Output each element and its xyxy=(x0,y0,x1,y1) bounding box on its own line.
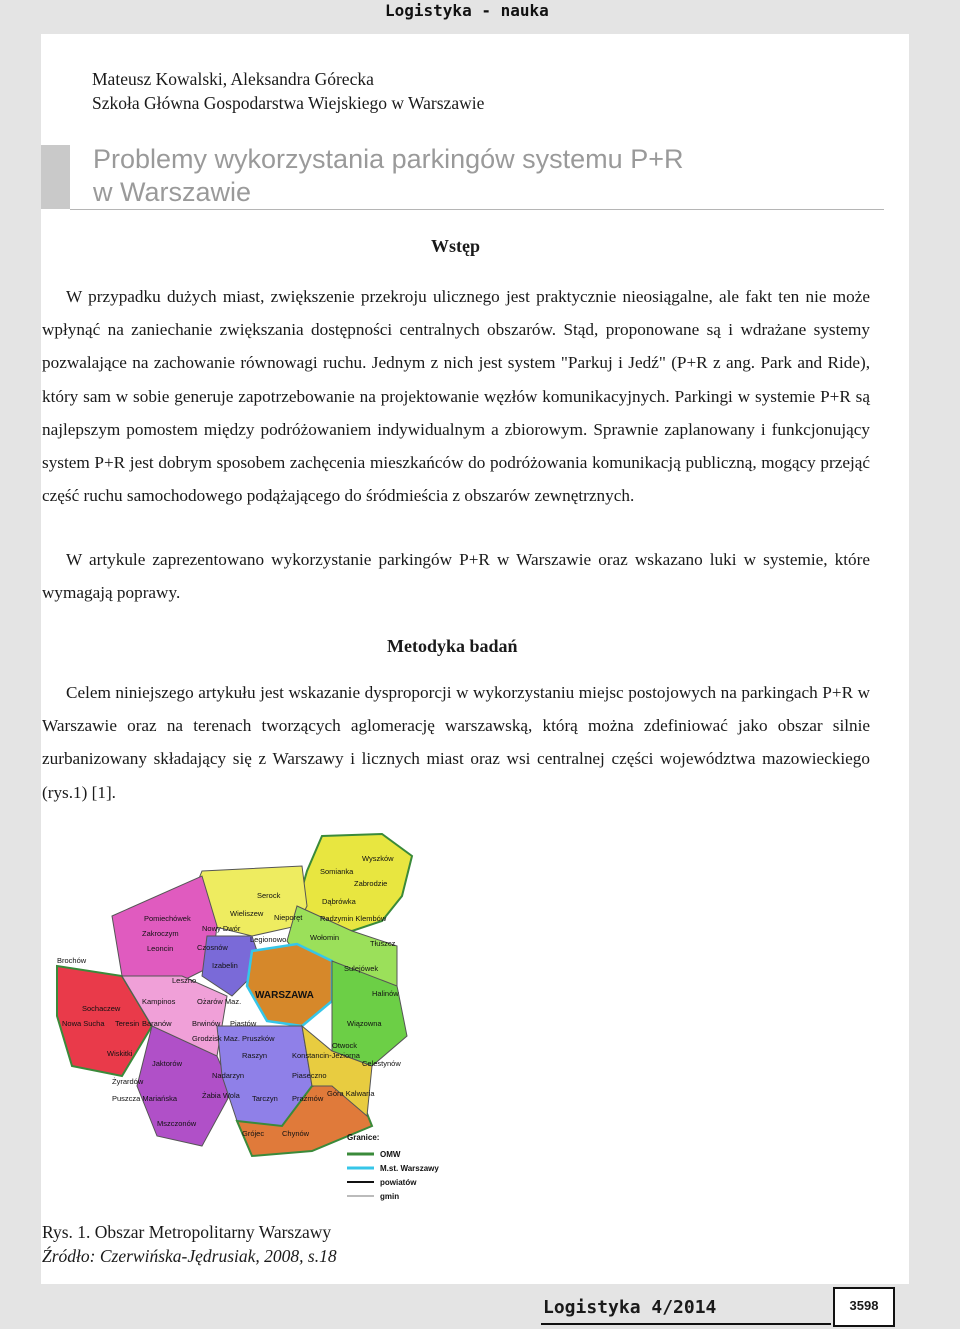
map-label-gora-kalwaria: Góra Kalwaria xyxy=(327,1089,375,1098)
map-label-halinow: Halinów xyxy=(372,989,399,998)
map-label-mszczonow: Mszczonów xyxy=(157,1119,197,1128)
figure-source: Źródło: Czerwińska-Jędrusiak, 2008, s.18 xyxy=(42,1246,337,1266)
title-line-2: w Warszawie xyxy=(93,177,252,207)
title-rule xyxy=(70,209,884,210)
article-title xyxy=(93,143,683,209)
map-label-prazmow: Prażmów xyxy=(292,1094,324,1103)
map-label-serock: Serock xyxy=(257,891,281,900)
map-label-wiazowna: Wiązowna xyxy=(347,1019,382,1028)
map-label-pruszkow: Pruszków xyxy=(242,1034,275,1043)
map-label-celestynow: Celestynów xyxy=(362,1059,401,1068)
map-label-wiskitki: Wiskitki xyxy=(107,1049,133,1058)
map-label-teresin: Teresin xyxy=(115,1019,140,1028)
map-label-brwinow: Brwinów xyxy=(192,1019,221,1028)
map-label-radzymin: Radzymin Klembów xyxy=(320,914,387,923)
map-region-warsaw xyxy=(247,944,332,1026)
legend-label-powiaty: powiatów xyxy=(380,1178,417,1187)
title-line-1: Problemy wykorzystania parkingów systemu P+R xyxy=(93,144,684,174)
map-label-sochaczew: Sochaczew xyxy=(82,1004,121,1013)
map-legend xyxy=(347,1133,439,1201)
map-label-nadarzyn: Nadarzyn xyxy=(212,1071,245,1080)
map-label-leoncin: Leoncin xyxy=(147,944,174,953)
figure-caption-block xyxy=(42,1220,337,1268)
map-label-pomiechowek: Pomiechówek xyxy=(144,914,191,923)
map-label-wolomin: Wołomin xyxy=(310,933,340,942)
footer-journal: Logistyka 4/2014 xyxy=(543,1297,717,1318)
map-label-jaktorow: Jaktorów xyxy=(152,1059,183,1068)
map-label-brochow: Brochów xyxy=(57,956,87,965)
map-label-zabrodzie: Zabrodzie xyxy=(354,879,388,888)
map-label-nieporet: Nieporęt xyxy=(274,913,303,922)
map-label-zabia-wola: Żabia Wola xyxy=(202,1091,240,1100)
methods-paragraph-1: Celem niniejszego artykułu jest wskazanie dysproporcji w wykorzystaniu miejsc postojowych na parkingach P+R w Warszawie oraz na terenach tworzących aglomerację warszawską, którą można zdefiniować jako obszar silnie zurbanizowany składający się z Warszawy i licznych miast oraz wsi centralnej części województwa mazowieckiego (rys.1) [1]. xyxy=(42,683,870,802)
intro-paragraph-1: W przypadku dużych miast, zwiększenie przekroju ulicznego jest praktycznie nieosiągalne, ale fakt ten nie może wpłynąć na zaniechanie zwiększania dostępności centralnych obszarów. Stąd, proponowane są i wdrażane systemy pozwalające na zachowanie równowagi ruchu. Jednym z nich jest system "Parkuj i Jedź" (P+R z ang. Park and Ride), który sam w sobie generuje zapotrzebowanie na projektowanie węzłów komunikacyjnych. Parkingi w systemie P+R są najlepszym pomostem między podróżowaniem indywidualnym a zbiorowym. Sprawnie zaplanowany i funkcjonujący system P+R jest dobrym sposobem zachęcenia mieszkańców do podróżowania komunikacją publiczną, mogący przejąć część ruchu samochodowego podążającego do śródmieścia z obszarów zewnętrznych. xyxy=(42,287,870,506)
heading-intro: Wstęp xyxy=(431,236,480,256)
map-label-piaseczno: Piaseczno xyxy=(292,1071,327,1080)
map-label-piastow: Piastów xyxy=(230,1019,257,1028)
legend-label-omw: OMW xyxy=(380,1150,401,1159)
map-label-somianka: Somianka xyxy=(320,867,354,876)
map-label-grojec: Grójec xyxy=(242,1129,265,1138)
footer-rule xyxy=(541,1323,831,1325)
title-accent-bar xyxy=(41,145,70,209)
map-label-sulejowek: Sulejówek xyxy=(344,964,379,973)
map-label-legionowo: Legionowo xyxy=(250,935,287,944)
map-label-wyszkow: Wyszków xyxy=(362,854,394,863)
map-label-leszno: Leszno xyxy=(172,976,197,985)
map-label-raszyn: Raszyn xyxy=(242,1051,268,1060)
map-label-konstancin: Konstancin-Jeziorna xyxy=(292,1051,360,1060)
map-label-chynow: Chynów xyxy=(282,1129,310,1138)
map-label-izabelin: Izabelin xyxy=(212,961,238,970)
map-label-nowy-dwor: Nowy Dwór xyxy=(202,924,241,933)
author-block xyxy=(92,67,484,115)
map-label-puszcza: Puszcza Mariańska xyxy=(112,1094,178,1103)
author-names: Mateusz Kowalski, Aleksandra Górecka xyxy=(92,69,374,89)
map-label-kampinos: Kampinos xyxy=(142,997,176,1006)
legend-label-gminy: gmin xyxy=(380,1192,400,1201)
journal-header xyxy=(0,0,960,24)
author-affiliation: Szkoła Główna Gospodarstwa Wiejskiego w Warszawie xyxy=(92,93,485,113)
legend-title: Granice: xyxy=(347,1133,380,1142)
map-label-czosnow: Czosnów xyxy=(197,943,228,952)
map-label-wieliszew: Wieliszew xyxy=(230,909,264,918)
map-label-warsaw: WARSZAWA xyxy=(255,990,314,1001)
map-label-zakroczym: Zakroczym xyxy=(142,929,179,938)
journal-section-label: Logistyka - nauka xyxy=(385,1,549,20)
map-label-nowa-sucha: Nowa Sucha xyxy=(62,1019,105,1028)
figure-caption: Rys. 1. Obszar Metropolitarny Warszawy xyxy=(42,1222,332,1242)
map-label-zyrardow: Żyrardów xyxy=(112,1077,144,1086)
map-label-tarczyn: Tarczyn xyxy=(252,1094,278,1103)
legend-label-warsaw: M.st. Warszawy xyxy=(380,1164,439,1173)
map-label-tluszcz: Tłuszcz xyxy=(370,939,396,948)
metropolitan-area-map xyxy=(52,826,442,1206)
map-label-grodzisk: Grodzisk Maz. xyxy=(192,1034,240,1043)
map-label-otwock: Otwock xyxy=(332,1041,358,1050)
map-label-baranow: Baranów xyxy=(142,1019,172,1028)
page-number: 3598 xyxy=(833,1287,895,1327)
heading-methods: Metodyka badań xyxy=(387,636,518,656)
map-label-ozarow: Ożarów Maz. xyxy=(197,997,242,1006)
intro-paragraph-2: W artykule zaprezentowano wykorzystanie parkingów P+R w Warszawie oraz wskazano luki w systemie, które wymagają poprawy. xyxy=(42,550,870,603)
map-label-dabrowka: Dąbrówka xyxy=(322,897,356,906)
